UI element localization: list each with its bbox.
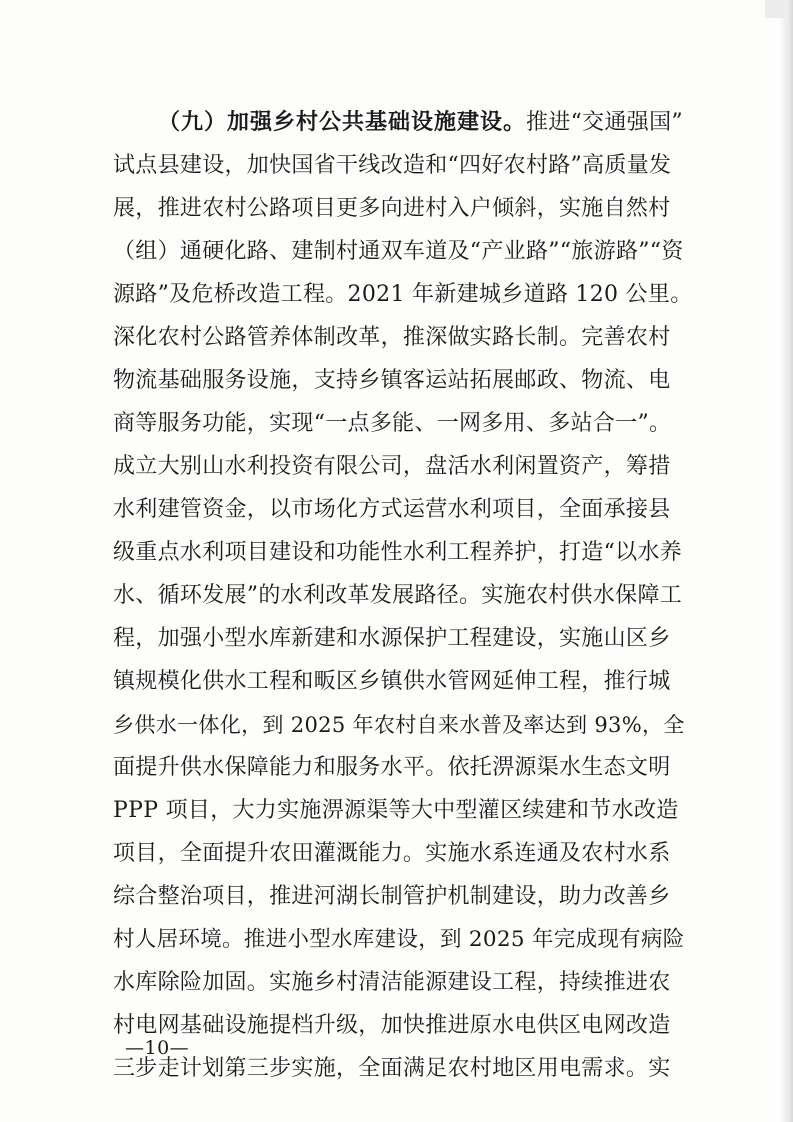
text-line: 乡供水一体化，到 2025 年农村自来水普及率达到 93%，全 <box>113 712 685 737</box>
text-line: 深化农村公路管养体制改革，推深做实路长制。完善农村 <box>113 325 671 350</box>
text-line: 级重点水利项目建设和功能性水利工程养护，打造“以水养 <box>113 540 683 565</box>
text-line: 面提升供水保障能力和服务水平。依托淠源渠水生态文明 <box>113 755 671 780</box>
text-line: 三步走计划第三步实施，全面满足农村地区用电需求。实 <box>113 1056 671 1081</box>
text-line: 程，加强小型水库新建和水源保护工程建设，实施山区乡 <box>113 626 671 651</box>
scan-edge <box>779 0 793 1122</box>
first-line-text: 推进“交通强国” <box>526 110 683 135</box>
text-line: 试点县建设，加快国省干线改造和“四好农村路”高质量发 <box>113 153 672 178</box>
scan-corner <box>765 0 785 18</box>
text-line: 展，推进农村公路项目更多向进村入户倾斜，实施自然村 <box>113 196 671 221</box>
text-line: 物流基础服务设施，支持乡镇客运站拓展邮政、物流、电 <box>113 368 671 393</box>
text-line: 水、循环发展”的水利改革发展路径。实施农村供水保障工 <box>113 583 683 608</box>
text-line: 水库除险加固。实施乡村清洁能源建设工程，持续推进农 <box>113 970 671 995</box>
text-line: 项目，全面提升农田灌溉能力。实施水系连通及农村水系 <box>113 841 671 866</box>
text-line: 村电网基础设施提档升级，加快推进原水电供区电网改造 <box>113 1013 671 1038</box>
page-number: —10— <box>125 1037 190 1059</box>
section-heading: （九）加强乡村公共基础设施建设。 <box>158 109 527 135</box>
text-line: 商等服务功能，实现“一点多能、一网多用、多站合一”。 <box>113 411 672 436</box>
text-line: 源路”及危桥改造工程。2021 年新建城乡道路 120 公里。 <box>113 282 693 307</box>
text-line: PPP 项目，大力实施淠源渠等大中型灌区续建和节水改造 <box>113 798 679 823</box>
text-line: 镇规模化供水工程和畈区乡镇供水管网延伸工程，推行城 <box>113 669 671 694</box>
text-line: 综合整治项目，推进河湖长制管护机制建设，助力改善乡 <box>113 884 671 909</box>
body-text <box>113 101 693 1090</box>
text-line: 村人居环境。推进小型水库建设，到 2025 年完成现有病险 <box>113 927 685 952</box>
text-line: （组）通硬化路、建制村通双车道及“产业路”“旅游路”“资 <box>113 239 684 264</box>
text-line: 水利建管资金，以市场化方式运营水利项目，全面承接县 <box>113 497 671 522</box>
text-line: 成立大别山水利投资有限公司，盘活水利闲置资产，筹措 <box>113 454 671 479</box>
paragraph-first-line <box>113 101 693 144</box>
